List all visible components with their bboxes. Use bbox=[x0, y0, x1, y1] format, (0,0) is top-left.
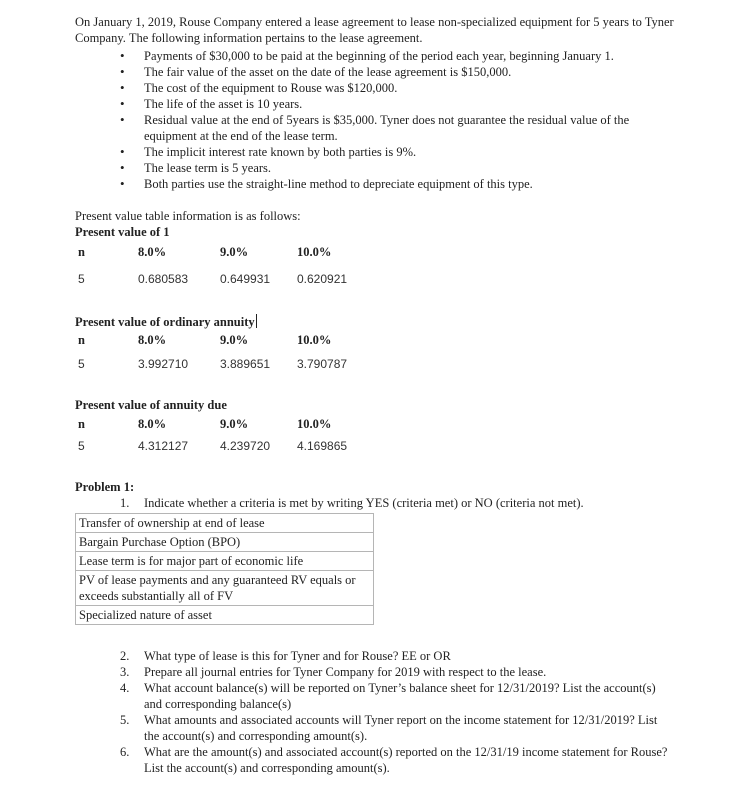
table-cell: 4.239720 bbox=[220, 439, 271, 453]
table-cell: 3.889651 bbox=[220, 357, 271, 371]
intro-paragraph: On January 1, 2019, Rouse Company entered a lease agreement to lease non-specialized equipment for 5 years to Tyner Company. The following information pertains to the lease agreement. bbox=[75, 15, 674, 45]
list-item: • Both parties use the straight-line method to depreciate equipment of this type. bbox=[120, 176, 665, 192]
table-cell: 5 bbox=[78, 439, 85, 453]
list-item: • The life of the asset is 10 years. bbox=[120, 96, 665, 112]
list-item: • The fair value of the asset on the date of the lease agreement is $150,000. bbox=[120, 64, 665, 80]
list-item bbox=[120, 664, 670, 680]
table-header-8pct: 8.0% bbox=[138, 333, 167, 347]
list-item: • The cost of the equipment to Rouse was $120,000. bbox=[120, 80, 665, 96]
table-header-9pct: 9.0% bbox=[220, 417, 249, 431]
pv-table-intro: Present value table information is as follows: bbox=[75, 209, 301, 223]
criteria-row[interactable]: Bargain Purchase Option (BPO) bbox=[76, 533, 373, 552]
table-cell: 3.790787 bbox=[297, 357, 348, 371]
lease-facts-list bbox=[120, 48, 665, 192]
criteria-row[interactable]: PV of lease payments and any guaranteed RV equals or exceeds substantially all of FV bbox=[76, 571, 373, 606]
table-header-8pct: 8.0% bbox=[138, 245, 167, 259]
question-1 bbox=[120, 495, 680, 511]
question-number: 6. bbox=[120, 745, 130, 759]
table-header-8pct: 8.0% bbox=[138, 417, 167, 431]
table-cell: 0.620921 bbox=[297, 272, 348, 286]
table-title: Present value of annuity due bbox=[75, 398, 227, 412]
table-cell: 4.312127 bbox=[138, 439, 189, 453]
problem-title: Problem 1: bbox=[75, 480, 135, 494]
table-header-n: n bbox=[78, 245, 85, 259]
table-title-text: Present value of ordinary annuity bbox=[75, 315, 255, 329]
table-title: Present value of 1 bbox=[75, 225, 170, 239]
question-text: What are the amount(s) and associated account(s) reported on the 12/31/19 income statement for Rouse? List the account(s) and corresponding amount(s). bbox=[144, 745, 668, 775]
list-item bbox=[120, 712, 670, 744]
table-cell: 5 bbox=[78, 357, 85, 371]
table-header-9pct: 9.0% bbox=[220, 333, 249, 347]
table-cell: 0.649931 bbox=[220, 272, 271, 286]
table-cell: 0.680583 bbox=[138, 272, 189, 286]
table-header-n: n bbox=[78, 333, 85, 347]
question-number: 2. bbox=[120, 649, 130, 663]
question-text: What amounts and associated accounts will Tyner report on the income statement for 12/31/2019? List the account(s) and corresponding amount(s). bbox=[144, 713, 658, 743]
table-cell: 5 bbox=[78, 272, 85, 286]
table-header-9pct: 9.0% bbox=[220, 245, 249, 259]
table-header-10pct: 10.0% bbox=[297, 333, 332, 347]
table-header-n: n bbox=[78, 417, 85, 431]
question-number: 3. bbox=[120, 665, 130, 679]
criteria-table bbox=[75, 513, 374, 625]
criteria-row[interactable]: Transfer of ownership at end of lease bbox=[76, 514, 373, 533]
table-header-10pct: 10.0% bbox=[297, 245, 332, 259]
question-text: What type of lease is this for Tyner and for Rouse? EE or OR bbox=[144, 649, 451, 663]
question-number: 1. bbox=[120, 496, 130, 510]
question-number: 5. bbox=[120, 713, 130, 727]
question-list bbox=[120, 648, 670, 776]
list-item bbox=[120, 648, 670, 664]
criteria-row[interactable]: Lease term is for major part of economic life bbox=[76, 552, 373, 571]
list-item: • The lease term is 5 years. bbox=[120, 160, 665, 176]
table-header-10pct: 10.0% bbox=[297, 417, 332, 431]
question-text: What account balance(s) will be reported on Tyner’s balance sheet for 12/31/2019? List the account(s) and corresponding balance(s) bbox=[144, 681, 656, 711]
table-cell: 4.169865 bbox=[297, 439, 348, 453]
question-text: Indicate whether a criteria is met by writing YES (criteria met) or NO (criteria not met). bbox=[144, 496, 584, 510]
list-item: • The implicit interest rate known by both parties is 9%. bbox=[120, 144, 665, 160]
criteria-row[interactable]: Specialized nature of asset bbox=[79, 608, 212, 622]
question-text: Prepare all journal entries for Tyner Company for 2019 with respect to the lease. bbox=[144, 665, 547, 679]
question-number: 4. bbox=[120, 681, 130, 695]
list-item: • Residual value at the end of 5years is $35,000. Tyner does not guarantee the residual value of the equipment at the end of the lease term. bbox=[120, 112, 665, 144]
text-cursor bbox=[256, 314, 257, 328]
list-item bbox=[120, 680, 670, 712]
table-title bbox=[75, 314, 257, 330]
list-item bbox=[120, 744, 670, 776]
list-item: • Payments of $30,000 to be paid at the beginning of the period each year, beginning January 1. bbox=[120, 48, 665, 64]
table-cell: 3.992710 bbox=[138, 357, 189, 371]
